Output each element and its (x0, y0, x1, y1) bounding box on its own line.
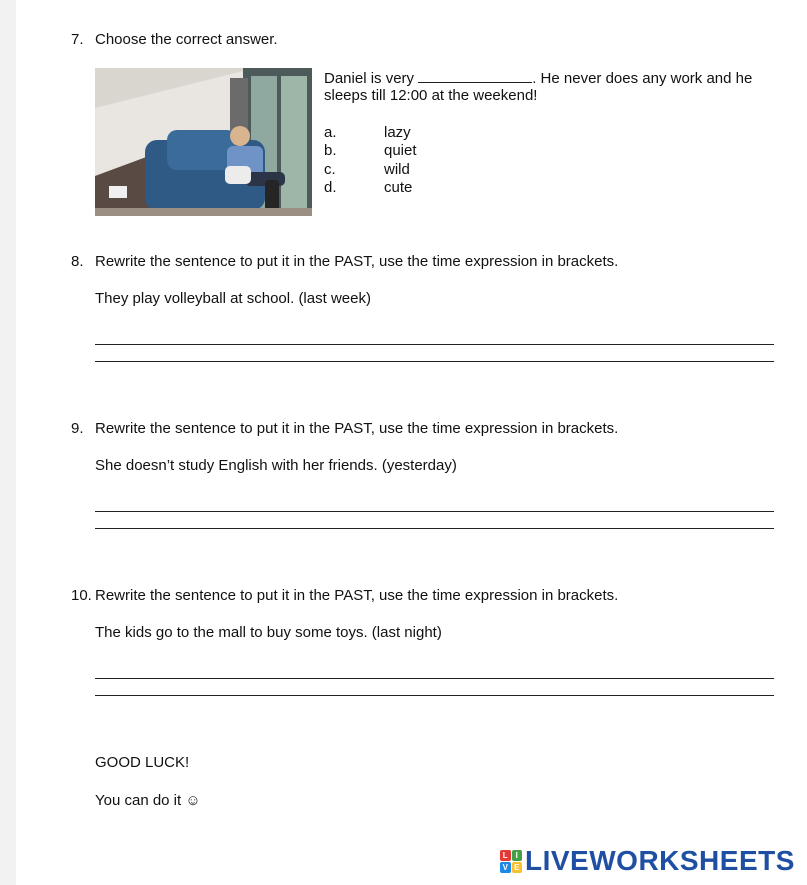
logo-mark-letter: L (500, 850, 511, 861)
q7-sentence-part1: Daniel is very (324, 70, 415, 87)
q9-answer-line[interactable] (95, 528, 774, 529)
q8-answer-line[interactable] (95, 361, 774, 362)
q7-option-letter: c. (324, 161, 336, 178)
q7-number: 7. (71, 31, 84, 48)
liveworksheets-logo-text: LIVEWORKSHEETS (525, 845, 795, 876)
q10-instruction: Rewrite the sentence to put it in the PAST, use the time expression in brackets. (95, 587, 619, 604)
q7-option-quiet[interactable]: quiet (384, 142, 417, 159)
q7-photo (95, 68, 312, 216)
q7-option-wild[interactable]: wild (384, 161, 410, 178)
q9-sentence: She doesn’t study English with her friends. (yesterday) (95, 457, 457, 474)
q9-instruction: Rewrite the sentence to put it in the PAST, use the time expression in brackets. (95, 420, 619, 437)
boy-on-sofa-image (95, 68, 312, 216)
q9-number: 9. (71, 420, 84, 437)
q7-sentence-line1 (324, 68, 752, 88)
q10-answer-line[interactable] (95, 695, 774, 696)
q7-option-lazy[interactable]: lazy (384, 124, 411, 141)
q7-answer-blank[interactable] (418, 68, 532, 83)
q8-instruction: Rewrite the sentence to put it in the PAST, use the time expression in brackets. (95, 253, 619, 270)
encouragement-text: You can do it ☺ (95, 792, 201, 809)
q7-option-letter: b. (324, 142, 337, 159)
liveworksheets-logo[interactable] (500, 846, 795, 876)
q8-sentence: They play volleyball at school. (last week) (95, 290, 371, 307)
q10-sentence: The kids go to the mall to buy some toys. (last night) (95, 624, 442, 641)
q10-answer-line[interactable] (95, 678, 774, 679)
q7-sentence-part2: . He never does any work and he (532, 70, 753, 87)
q8-number: 8. (71, 253, 84, 270)
logo-mark-letter: V (500, 862, 511, 873)
q8-answer-line[interactable] (95, 344, 774, 345)
q7-option-letter: d. (324, 179, 337, 196)
q7-option-letter: a. (324, 124, 337, 141)
liveworksheets-logo-icon (500, 850, 522, 872)
q7-option-cute[interactable]: cute (384, 179, 413, 196)
q9-answer-line[interactable] (95, 511, 774, 512)
good-luck-text: GOOD LUCK! (95, 754, 190, 771)
logo-mark-letter: E (512, 862, 523, 873)
q7-sentence-line2: sleeps till 12:00 at the weekend! (324, 87, 538, 104)
q10-number: 10. (71, 587, 92, 604)
q7-instruction: Choose the correct answer. (95, 31, 278, 48)
logo-mark-letter: I (512, 850, 523, 861)
